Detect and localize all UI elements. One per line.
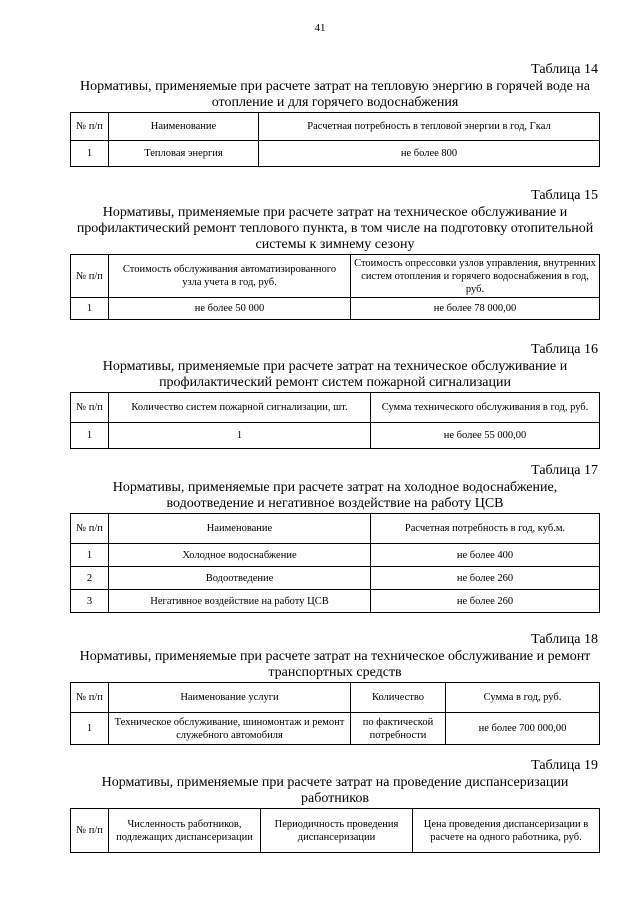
table-19-block (70, 758, 600, 853)
header-cell: № п/п (71, 393, 109, 423)
header-cell: Наименование (109, 514, 371, 544)
table-cell: 1 (71, 141, 109, 167)
table-row (71, 713, 600, 745)
table-title: Нормативы, применяемые при расчете затрат на холодное водоснабжение, водоотведение и негативное воздействие на работу ЦСВ (112, 480, 558, 511)
table-15-block (70, 188, 600, 320)
header-cell: Расчетная потребность в год, куб.м. (371, 514, 600, 544)
table-title: Нормативы, применяемые при расчете затрат на техническое обслуживание и ремонт транспортных средств (79, 649, 591, 680)
table-label: Таблица 16 (531, 342, 598, 357)
header-cell: Цена проведения диспансеризации в расчете на одного работника, руб. (413, 809, 600, 853)
table-cell: Техническое обслуживание, шиномонтаж и ремонт служебного автомобиля (109, 713, 351, 745)
header-cell: № п/п (71, 514, 109, 544)
header-cell: Наименование услуги (109, 683, 351, 713)
table-cell: Водоотведение (109, 567, 371, 590)
table-cell: Тепловая энергия (109, 141, 259, 167)
header-cell: Стоимость обслуживания автоматизированного узла учета в год, руб. (109, 255, 351, 298)
table-cell: не более 78 000,00 (351, 298, 600, 320)
table-label: Таблица 19 (531, 758, 598, 773)
table-cell: не более 55 000,00 (371, 423, 600, 449)
header-cell: № п/п (71, 683, 109, 713)
table-title: Нормативы, применяемые при расчете затрат на проведение диспансеризации работников (101, 775, 569, 806)
table-cell: 1 (71, 544, 109, 567)
table-cell: 2 (71, 567, 109, 590)
table-16 (70, 392, 600, 449)
table-cell: не более 50 000 (109, 298, 351, 320)
table-row (71, 423, 600, 449)
table-cell: 1 (71, 713, 109, 745)
table-header-row (71, 683, 600, 713)
table-label: Таблица 15 (531, 188, 598, 203)
header-cell: Количество систем пожарной сигнализации, шт. (109, 393, 371, 423)
header-cell: Расчетная потребность в тепловой энергии в год, Гкал (259, 113, 600, 141)
table-cell: по фактической потребности (351, 713, 446, 745)
table-19 (70, 808, 600, 853)
header-cell: № п/п (71, 113, 109, 141)
table-18-block (70, 632, 600, 745)
table-14 (70, 112, 600, 167)
table-row (71, 141, 600, 167)
table-14-block (70, 62, 600, 167)
table-header-row (71, 809, 600, 853)
table-cell: 1 (71, 298, 109, 320)
table-15 (70, 254, 600, 320)
table-cell: не более 700 000,00 (446, 713, 600, 745)
table-cell: 3 (71, 590, 109, 613)
table-cell: не более 260 (371, 590, 600, 613)
table-row (71, 567, 600, 590)
table-17 (70, 513, 600, 613)
table-cell: не более 260 (371, 567, 600, 590)
table-label: Таблица 14 (531, 62, 598, 77)
table-cell: Холодное водоснабжение (109, 544, 371, 567)
header-cell: Численность работников, подлежащих диспансеризации (109, 809, 261, 853)
header-cell: Количество (351, 683, 446, 713)
header-cell: Сумма в год, руб. (446, 683, 600, 713)
header-cell: Периодичность проведения диспансеризации (261, 809, 413, 853)
table-cell: 1 (109, 423, 371, 449)
table-cell: 1 (71, 423, 109, 449)
header-cell: Сумма технического обслуживания в год, руб. (371, 393, 600, 423)
table-cell: не более 800 (259, 141, 600, 167)
table-header-row (71, 393, 600, 423)
table-title: Нормативы, применяемые при расчете затрат на тепловую энергию в горячей воде на отопление и для горячего водоснабжения (79, 79, 591, 110)
table-header-row (71, 514, 600, 544)
table-header-row (71, 113, 600, 141)
table-16-block (70, 342, 600, 449)
table-18 (70, 682, 600, 745)
table-title: Нормативы, применяемые при расчете затрат на техническое обслуживание и профилактический ремонт систем пожарной сигнализации (102, 359, 568, 390)
table-cell: Негативное воздействие на работу ЦСВ (109, 590, 371, 613)
table-header-row (71, 255, 600, 298)
table-row (71, 590, 600, 613)
table-cell: не более 400 (371, 544, 600, 567)
table-row (71, 544, 600, 567)
table-row (71, 298, 600, 320)
table-title: Нормативы, применяемые при расчете затрат на техническое обслуживание и профилактический ремонт теплового пункта, в том числе на подготовку отопительной системы к зимнему сезону (76, 205, 594, 252)
header-cell: Стоимость опрессовки узлов управления, внутренних систем отопления и горячего водоснабжения в год, руб. (351, 255, 600, 298)
header-cell: Наименование (109, 113, 259, 141)
header-cell: № п/п (71, 809, 109, 853)
page-number: 41 (314, 22, 326, 34)
table-label: Таблица 18 (531, 632, 598, 647)
header-cell: № п/п (71, 255, 109, 298)
table-17-block (70, 463, 600, 613)
table-label: Таблица 17 (531, 463, 598, 478)
